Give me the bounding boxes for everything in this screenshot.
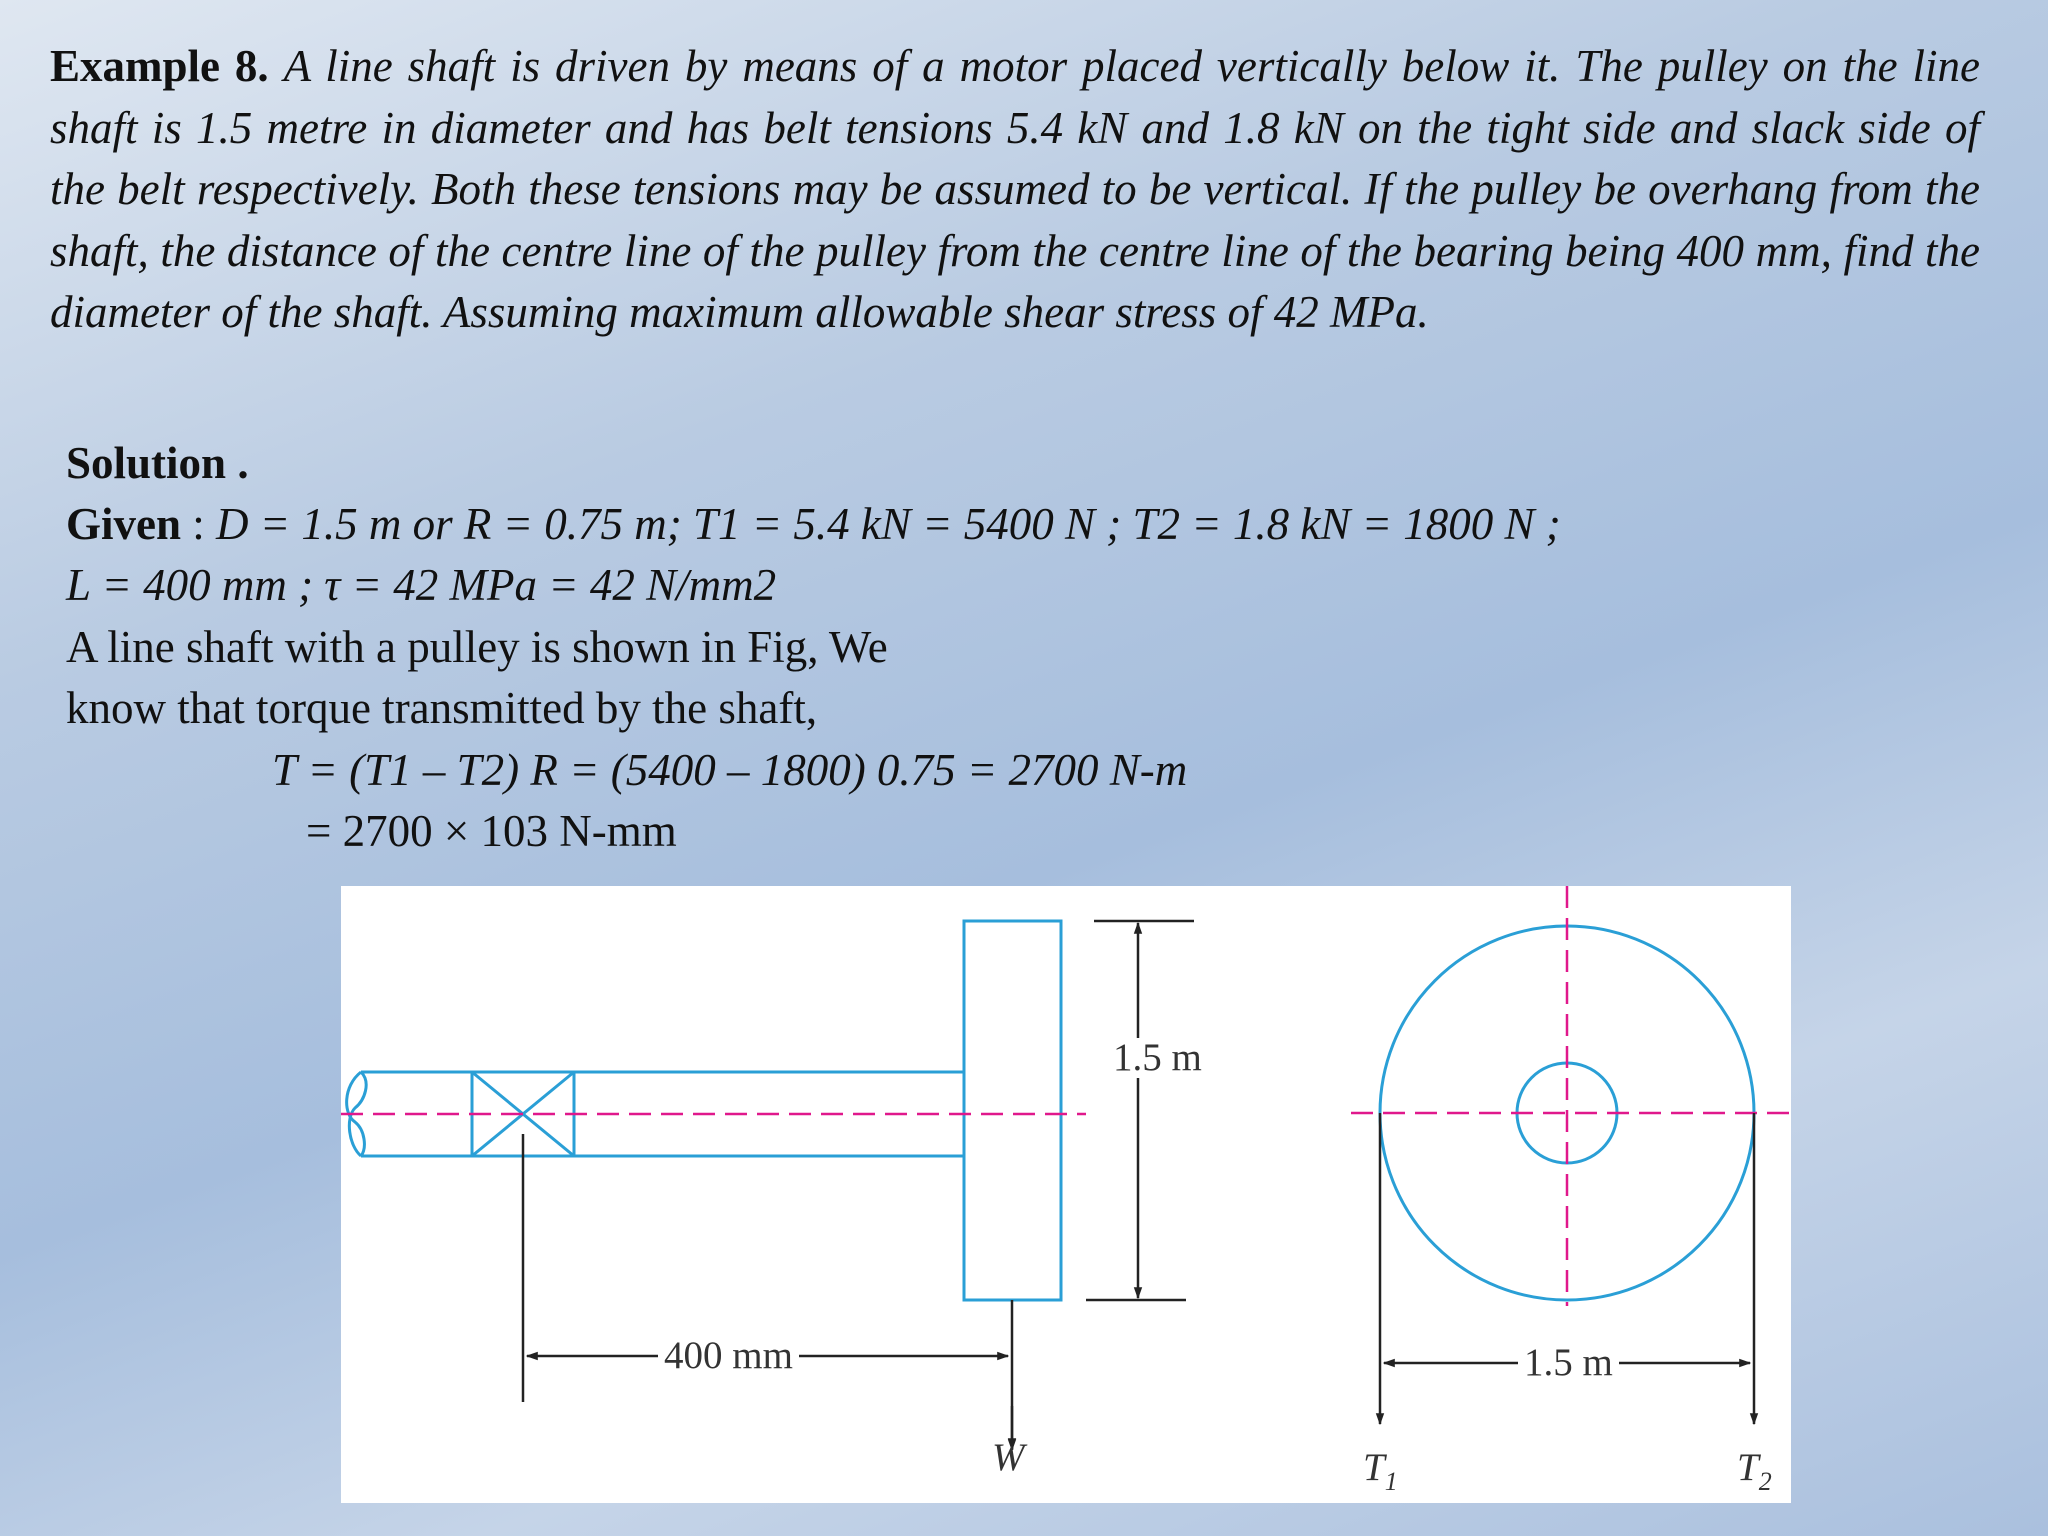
given-separator: : — [181, 499, 217, 549]
given-label: Given — [66, 499, 182, 549]
pulley-diameter-dimension — [1086, 921, 1194, 1300]
explanation-line-1: A line shaft with a pulley is shown in Fig, We — [66, 622, 888, 672]
example-label: Example 8. — [50, 41, 269, 91]
explanation-line-2: know that torque transmitted by the shaft, — [66, 683, 818, 733]
problem-text: A line shaft is driven by means of a motor placed vertically below it. The pulley on the line shaft is 1.5 metre in diameter and has belt tensions 5.4 kN and 1.8 kN on the tight side and slack side of the belt respectively. Both these tensions may be assumed to be vertical. If the pulley be overhang from the shaft, the distance of the centre line of the pulley from the centre line of the bearing being 400 mm, find the diameter of the shaft. Assuming maximum allowable shear stress of 42 MPa. — [50, 41, 1980, 337]
given-line-1 — [66, 494, 1561, 555]
torque-result: = 2700 × 103 N-mm — [306, 806, 677, 856]
label-tension-t1: $T_1$ — [1363, 1446, 1398, 1496]
label-pulley-diameter-side: 1.5 m — [1107, 1038, 1208, 1078]
label-tension-t2: $T_2$ — [1737, 1446, 1772, 1496]
label-load: W — [992, 1436, 1025, 1479]
pulley-side-view — [964, 921, 1061, 1300]
given-line-2: L = 400 mm ; τ = 42 MPa = 42 N/mm2 — [66, 560, 777, 610]
given-values-1: D = 1.5 m or R = 0.75 m; T1 = 5.4 kN = 5400 N ; T2 = 1.8 kN = 1800 N ; — [216, 499, 1561, 549]
bearing-distance-dimension — [523, 1134, 1012, 1449]
torque-equation: T = (T1 – T2) R = (5400 – 1800) 0.75 = 2700 N-m — [272, 745, 1188, 795]
solution-heading: Solution . — [66, 438, 249, 488]
label-pulley-diameter-end: 1.5 m — [1518, 1343, 1619, 1383]
figure-drawing — [341, 886, 1791, 1503]
problem-statement — [50, 36, 1980, 344]
shaft-pulley-figure — [341, 886, 1791, 1503]
label-bearing-distance: 400 mm — [658, 1336, 799, 1376]
